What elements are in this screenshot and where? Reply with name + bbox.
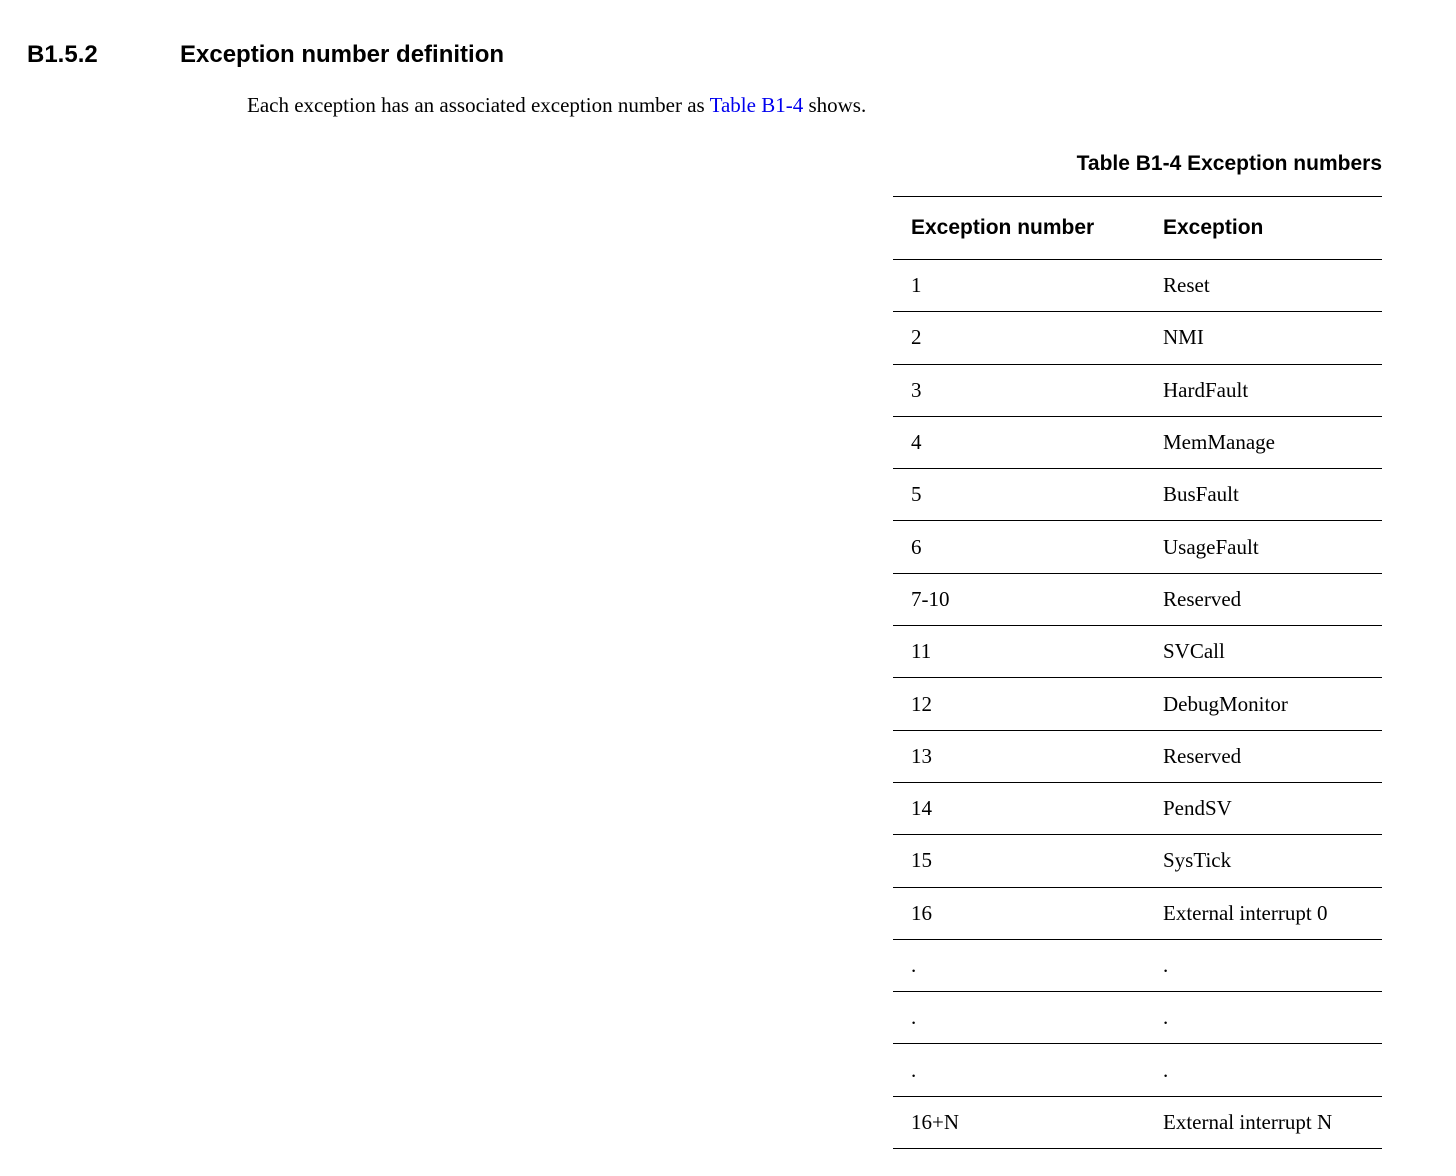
- table-row: [893, 364, 1382, 416]
- table-row: [893, 521, 1382, 573]
- table-row: [893, 992, 1382, 1044]
- exception-number-cell: 14: [911, 796, 932, 821]
- table-row: [893, 312, 1382, 364]
- table-row: [893, 835, 1382, 887]
- exception-number-cell: 4: [911, 430, 922, 455]
- table-row: [893, 939, 1382, 991]
- exception-name-cell: .: [1163, 953, 1169, 977]
- table-row: [893, 469, 1382, 521]
- exception-number-cell: 1: [911, 273, 922, 298]
- exception-name-cell: HardFault: [1163, 377, 1249, 402]
- table-row: [893, 573, 1382, 625]
- exception-number-cell: 6: [911, 534, 922, 559]
- exception-name-cell: Reset: [1163, 273, 1210, 298]
- table-row: [893, 416, 1382, 468]
- exception-name-cell: External interrupt 0: [1163, 900, 1328, 925]
- exception-number-cell: 7-10: [911, 586, 950, 611]
- exception-name-cell: SVCall: [1163, 639, 1225, 664]
- exception-name-cell: Reserved: [1163, 743, 1242, 768]
- table-row: [893, 260, 1382, 312]
- exception-number-cell: .: [911, 1005, 917, 1030]
- section-number: B1.5.2: [27, 41, 98, 68]
- exception-number-cell: 2: [911, 325, 922, 350]
- exception-number-cell: 3: [911, 377, 922, 402]
- table-b1-4-link[interactable]: Table B1-4: [709, 93, 804, 117]
- exception-number-cell: 11: [911, 639, 932, 664]
- exception-name-cell: External interrupt N: [1163, 1109, 1333, 1134]
- exception-name-cell: .: [1163, 1057, 1169, 1082]
- exception-number-cell: 15: [911, 848, 932, 873]
- column-header-exception-number: Exception number: [911, 216, 1095, 239]
- exception-name-cell: SysTick: [1163, 848, 1232, 873]
- exception-name-cell: UsageFault: [1163, 534, 1259, 559]
- exception-table-block: [893, 151, 1382, 1149]
- exception-number-cell: 16+N: [911, 1109, 960, 1134]
- section-title: Exception number definition: [180, 41, 505, 68]
- exception-name-cell: .: [1163, 1005, 1169, 1030]
- table-row: [893, 1096, 1382, 1148]
- exception-numbers-table: [893, 196, 1382, 1149]
- exception-name-cell: Reserved: [1163, 586, 1242, 611]
- table-caption: Table B1-4 Exception numbers: [1076, 152, 1382, 175]
- exception-name-cell: NMI: [1163, 325, 1204, 350]
- exception-number-cell: 12: [911, 691, 932, 716]
- table-row: [893, 887, 1382, 939]
- exception-number-cell: 16: [911, 900, 932, 925]
- exception-number-cell: .: [911, 1057, 917, 1082]
- exception-name-cell: MemManage: [1163, 430, 1275, 455]
- intro-paragraph: [247, 92, 866, 119]
- exception-name-cell: BusFault: [1163, 482, 1239, 507]
- table-row: [893, 1044, 1382, 1096]
- exception-number-cell: 5: [911, 482, 922, 507]
- exception-name-cell: PendSV: [1163, 796, 1232, 821]
- exception-number-cell: 13: [911, 743, 932, 768]
- table-row: [893, 678, 1382, 730]
- table-row: [893, 626, 1382, 678]
- table-row: [893, 782, 1382, 834]
- table-body: [893, 260, 1382, 1149]
- table-header-row: [893, 197, 1382, 260]
- table-header: [893, 197, 1382, 260]
- paragraph-text-after-link: shows.: [803, 93, 867, 117]
- paragraph-text-before-link: Each exception has an associated exception number as: [247, 93, 710, 117]
- exception-name-cell: DebugMonitor: [1163, 691, 1288, 716]
- column-header-exception: Exception: [1163, 216, 1264, 239]
- exception-number-cell: .: [911, 953, 917, 977]
- table-row: [893, 730, 1382, 782]
